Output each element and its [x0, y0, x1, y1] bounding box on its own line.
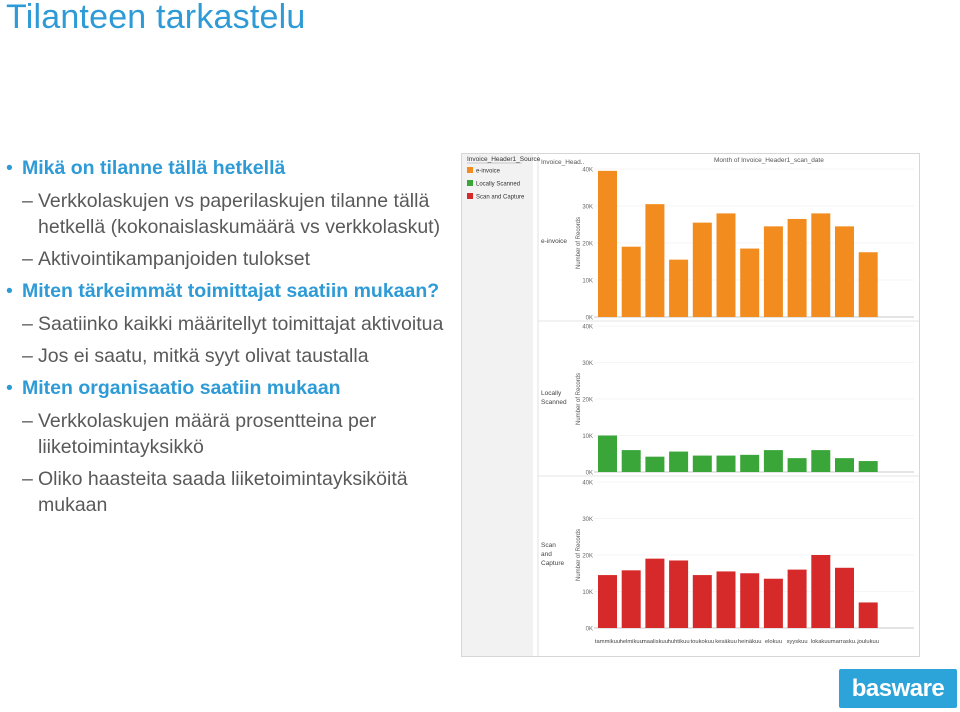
bar	[622, 247, 641, 317]
x-tick-label: marrasku..	[830, 639, 859, 645]
x-tick-label: kesäkuu	[715, 639, 737, 645]
bar	[622, 450, 641, 472]
row-header: Invoice_Head..	[541, 159, 585, 166]
x-tick-label: joulukuu	[857, 639, 880, 645]
bar	[598, 436, 617, 473]
bullet-text: Miten organisaatio saatiin mukaan	[22, 377, 341, 399]
sub-bullet-text: Saatiinko kaikki määritellyt toimittajat aktivoitua	[38, 313, 444, 335]
y-tick-label: 10K	[582, 590, 593, 596]
bar	[859, 252, 878, 317]
y-axis-title: Number of Records	[576, 372, 582, 426]
x-tick-label: tammikuu	[594, 639, 621, 645]
column-header: Month of Invoice_Header1_scan_date	[714, 157, 824, 164]
bullet-item	[6, 375, 476, 402]
bar	[788, 219, 807, 317]
bar	[811, 555, 830, 628]
bar	[859, 461, 878, 472]
x-tick-label: elokuu	[764, 639, 782, 645]
dash-icon: –	[22, 468, 33, 490]
y-tick-label: 10K	[582, 434, 593, 440]
bar	[835, 458, 854, 472]
series-row-label: Scan	[541, 542, 556, 549]
legend-label: Locally Scanned	[476, 181, 521, 188]
bar	[835, 226, 854, 317]
bullet-dot-icon: •	[6, 377, 13, 399]
y-tick-label: 20K	[582, 241, 593, 248]
x-tick-label: toukokuu	[690, 639, 715, 645]
bar	[764, 450, 783, 472]
sub-bullet-text: Verkkolaskujen vs paperilaskujen tilanne tällä hetkellä (kokonaislaskumäärä vs verkkolaskut)	[38, 190, 441, 238]
bar	[764, 226, 783, 317]
y-tick-label: 0K	[585, 470, 593, 477]
sub-bullet-item	[6, 188, 476, 240]
bar	[645, 457, 664, 472]
y-axis-title: Number of Records	[576, 216, 582, 270]
bar	[717, 571, 736, 628]
sub-bullet-item	[6, 343, 476, 369]
sub-bullet-text: Verkkolaskujen määrä prosentteina per liiketoimintayksikkö	[38, 410, 377, 458]
y-tick-label: 20K	[582, 553, 593, 560]
chart-panel	[461, 153, 920, 657]
legend-swatch	[467, 193, 473, 199]
sub-bullet-text: Aktivointikampanjoiden tulokset	[38, 248, 311, 270]
y-tick-label: 30K	[582, 204, 593, 211]
x-tick-label: heinäkuu	[737, 639, 762, 645]
bar	[645, 559, 664, 628]
dash-icon: –	[22, 313, 33, 335]
dash-icon: –	[22, 190, 33, 212]
bullet-dot-icon: •	[6, 157, 13, 179]
series-row-label: and	[541, 551, 552, 558]
bar	[693, 223, 712, 317]
sub-bullet-item	[6, 311, 476, 337]
dash-icon: –	[22, 410, 33, 432]
bar	[740, 573, 759, 628]
basware-logo: basware	[839, 669, 957, 708]
bar	[598, 575, 617, 628]
bullet-dot-icon: •	[6, 280, 13, 302]
series-row-label: e-invoice	[541, 238, 568, 245]
bar	[811, 213, 830, 317]
dash-icon: –	[22, 248, 33, 270]
y-tick-label: 30K	[582, 517, 593, 523]
bullet-list	[6, 155, 476, 524]
y-tick-label: 0K	[585, 315, 593, 322]
legend-swatch	[467, 167, 473, 173]
bar-chart	[462, 154, 919, 656]
series-row-label: Capture	[541, 560, 565, 567]
sub-bullet-item	[6, 246, 476, 272]
y-tick-label: 40K	[582, 324, 593, 331]
bar	[764, 579, 783, 628]
bar	[669, 560, 688, 628]
x-tick-label: helmikuu	[619, 639, 643, 645]
bar	[740, 249, 759, 317]
bullet-item	[6, 278, 476, 305]
bar	[788, 458, 807, 472]
bullet-item	[6, 155, 476, 182]
bar	[859, 602, 878, 628]
series-row-label: Scanned	[541, 399, 567, 406]
bar	[622, 570, 641, 628]
legend-label: Scan and Capture	[476, 194, 525, 201]
bullet-text: Miten tärkeimmät toimittajat saatiin mukaan?	[22, 280, 440, 302]
dash-icon: –	[22, 345, 33, 367]
bullet-text: Mikä on tilanne tällä hetkellä	[22, 157, 286, 179]
y-tick-label: 20K	[582, 397, 593, 404]
bar	[740, 455, 759, 472]
y-tick-label: 40K	[582, 167, 593, 174]
y-tick-label: 10K	[582, 278, 593, 285]
legend-label: e-invoice	[476, 168, 501, 175]
bar	[717, 213, 736, 317]
series-row-label: Locally	[541, 390, 562, 397]
sub-bullet-text: Oliko haasteita saada liiketoimintayksiköitä mukaan	[38, 468, 408, 516]
sub-bullet-item	[6, 466, 476, 518]
y-tick-label: 40K	[582, 480, 593, 487]
y-tick-label: 30K	[582, 361, 593, 367]
bar	[645, 204, 664, 317]
bar	[811, 450, 830, 472]
bar	[669, 452, 688, 472]
legend-title: Invoice_Header1_Source	[467, 156, 541, 163]
x-tick-label: lokakuu	[810, 639, 831, 645]
bar	[717, 456, 736, 472]
legend-swatch	[467, 180, 473, 186]
bar	[835, 568, 854, 628]
x-tick-label: huhtikuu	[667, 639, 690, 645]
x-tick-label: syyskuu	[786, 639, 808, 645]
x-tick-label: maaliskuu	[641, 639, 668, 645]
bar	[693, 456, 712, 472]
sub-bullet-text: Jos ei saatu, mitkä syyt olivat taustalla	[38, 345, 369, 367]
bar	[669, 260, 688, 317]
legend-background	[462, 154, 533, 656]
bar	[693, 575, 712, 628]
slide-title: Tilanteen tarkastelu	[6, 0, 306, 36]
bar	[788, 570, 807, 628]
y-axis-title: Number of Records	[576, 528, 582, 582]
sub-bullet-item	[6, 408, 476, 460]
bar	[598, 171, 617, 317]
y-tick-label: 0K	[585, 626, 593, 633]
